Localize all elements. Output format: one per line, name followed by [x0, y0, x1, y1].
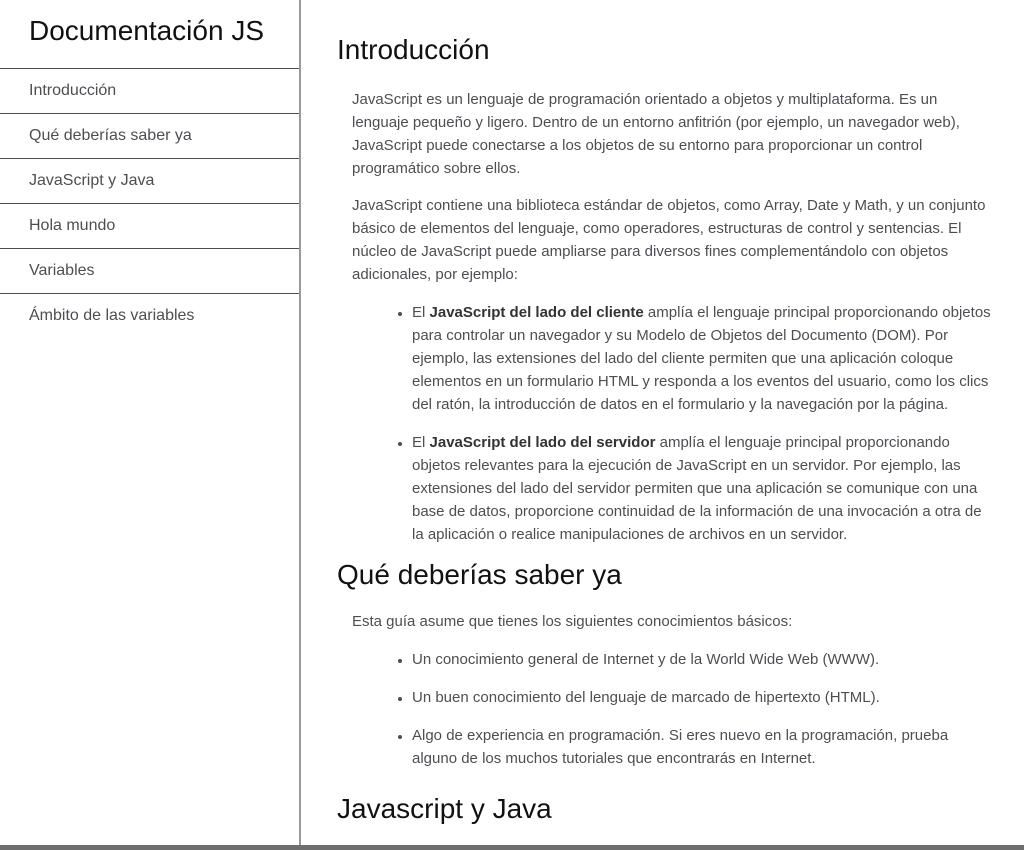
knowledge-bullet-list	[352, 648, 994, 770]
bullet-bold: JavaScript del lado del cliente	[429, 304, 644, 321]
list-item: • Un conocimiento general de Internet y de la World Wide Web (WWW).	[412, 648, 994, 671]
nav-item	[0, 69, 299, 114]
nav-item	[0, 294, 299, 338]
bottom-edge	[0, 845, 1024, 850]
list-item: • Algo de experiencia en programación. Si eres nuevo en la programación, prueba alguno de los muchos tutoriales que encontrarás en Internet.	[412, 724, 994, 770]
bullet-text: amplía el lenguaje principal proporcionando objetos relevantes para la ejecución de JavaScript en un servidor. Por ejemplo, las extensiones del lado del servidor permiten que una aplicación se comunique con una base de datos, proporcione continuidad de la información de una invocación a otra de la aplicación o realice manipulaciones de archivos en un servidor.	[412, 434, 982, 543]
nav-item	[0, 204, 299, 249]
nav-title: Documentación JS	[0, 0, 299, 69]
section-introduccion	[301, 0, 1024, 546]
main-doc	[301, 0, 1024, 850]
nav-item	[0, 249, 299, 294]
nav-list	[0, 69, 299, 338]
nav-item	[0, 159, 299, 204]
list-item	[412, 301, 994, 416]
bullet-bold: JavaScript del lado del servidor	[429, 434, 656, 451]
section-title: Introducción	[337, 34, 490, 65]
bullet-prefix: El	[412, 304, 430, 321]
list-item: • Un buen conocimiento del lenguaje de marcado de hipertexto (HTML).	[412, 686, 994, 709]
section-title: Qué deberías saber ya	[337, 559, 622, 590]
intro-paragraph-2: JavaScript contiene una biblioteca estándar de objetos, como Array, Date y Math, y un conjunto básico de elementos del lenguaje, como operadores, estructuras de control y sentencias. El núcleo de JavaScript puede ampliarse para diversos fines complementándolo con objetos adicionales, por ejemplo:	[352, 197, 986, 283]
bullet-prefix: El	[412, 434, 430, 451]
nav-link-introduccion[interactable]: Introducción	[29, 82, 117, 99]
knowledge-paragraph: Esta guía asume que tienes los siguientes conocimientos básicos:	[352, 613, 793, 630]
section-que-deberias-saber-ya	[301, 546, 1024, 770]
nav-link-que-deberias-saber-ya[interactable]: Qué deberías saber ya	[29, 127, 192, 144]
section-javascript-y-java	[301, 770, 1024, 829]
bullet-text: amplía el lenguaje principal proporcionando objetos para controlar un navegador y su Modelo de Objetos del Documento (DOM). Por ejemplo, las extensiones del lado del cliente permiten que una aplicación coloque elementos en un formulario HTML y responda a los eventos del usuario, como los clics del ratón, la introducción de datos en el formulario y la navegación por la página.	[412, 304, 991, 413]
list-item	[412, 431, 994, 546]
nav-link-variables[interactable]: Variables	[29, 262, 95, 279]
nav-link-hola-mundo[interactable]: Hola mundo	[29, 217, 116, 234]
nav-item	[0, 114, 299, 159]
section-title: Javascript y Java	[337, 793, 552, 824]
navbar	[0, 0, 301, 850]
intro-paragraph-1: JavaScript es un lenguaje de programación orientado a objetos y multiplataforma. Es un lenguaje pequeño y ligero. Dentro de un entorno anfitrión (por ejemplo, un navegador web), JavaScript puede conectarse a los objetos de su entorno para proporcionar un control programático sobre ellos.	[352, 91, 960, 177]
nav-link-javascript-y-java[interactable]: JavaScript y Java	[29, 172, 155, 189]
intro-bullet-list	[352, 301, 994, 546]
nav-link-ambito-de-las-variables[interactable]: Ámbito de las variables	[29, 307, 195, 324]
